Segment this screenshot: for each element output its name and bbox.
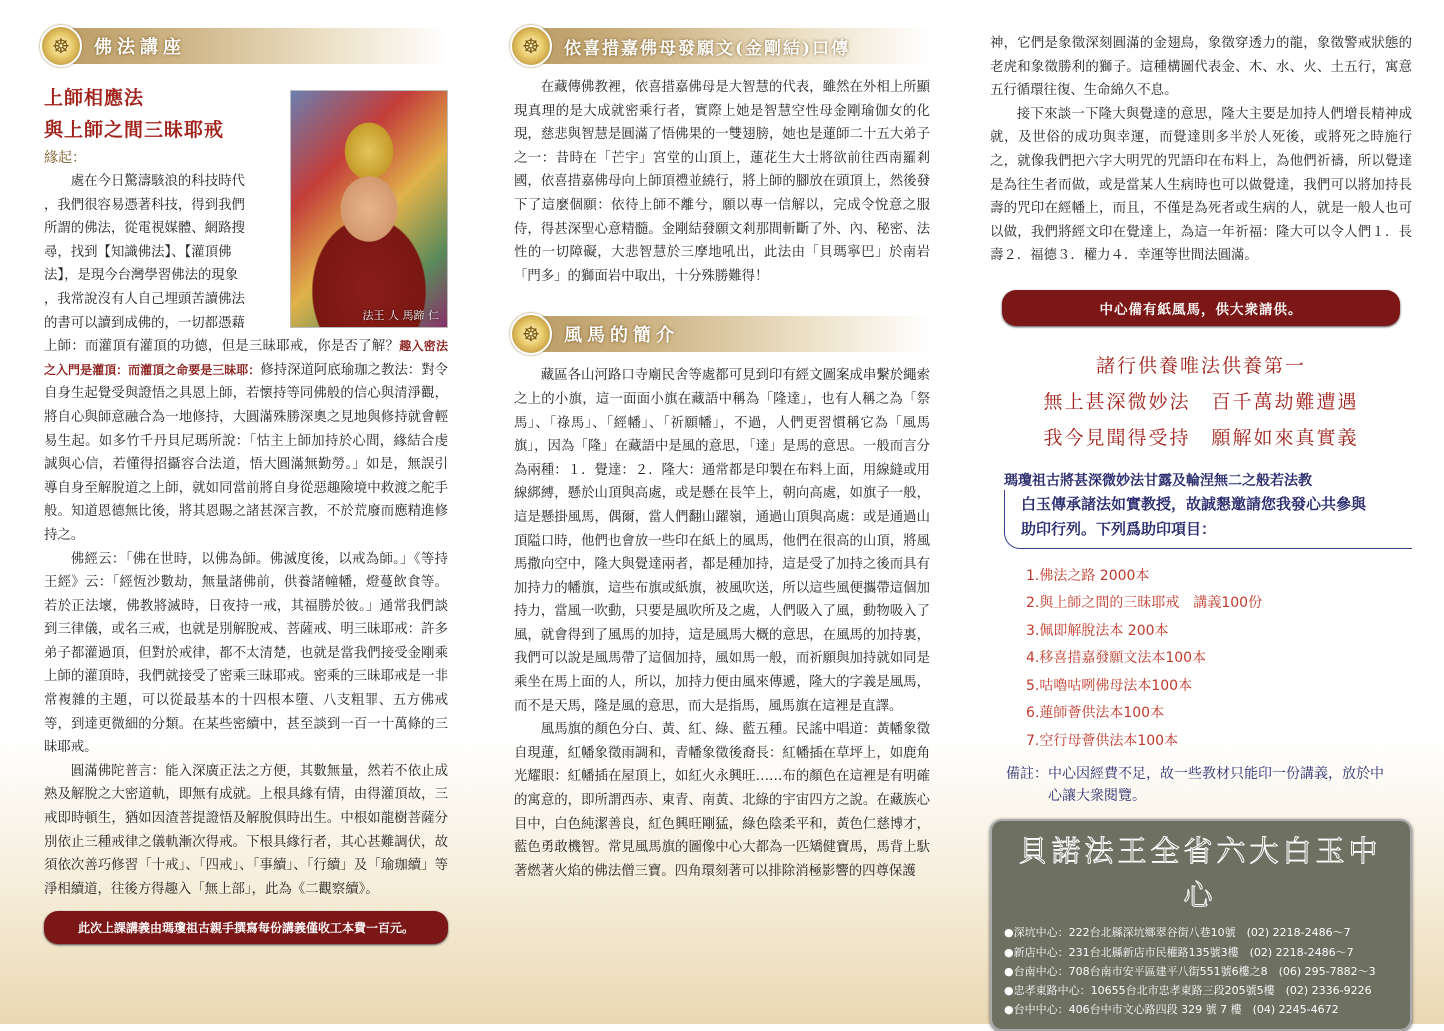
windhorse-text-continued <box>990 32 1412 268</box>
article-title-line2: 與上師之間三昧耶戒 <box>44 119 225 141</box>
center-address: ●台中中心：406台中市文心路四段 329 號 7 樓 (04) 2245-4672 <box>1004 1003 1339 1017</box>
section-title: 依喜措嘉佛母發願文(金剛結)口傳 <box>564 38 851 59</box>
paragraph: 佛經云：「佛在世時，以佛為師。佛滅度後，以戒為師。」《等持王經》云：「經恆沙數劫，無量諸佛前，供養諸幢幡，燈蔓飲食等。若於正法壞，佛教將滅時，日夜持一戒，其福勝於彼。」通常我們談到三律儀，或名三戒，也就是別解脫戒、菩薩戒、明三昧耶戒：許多弟子都灌過頂，但對於戒律，都不太清楚，也就是當我們接受金剛乘上師的灌頂時，我們就接受了密乘三昧耶戒。密乘的三昧耶戒是一非常複雜的主題，可以從最基本的十四根本墮、八支粗罪、五方佛戒等，到達更微細的分類。在某些密續中，甚至談到一百一十萬條的三昧耶戒。 <box>44 551 448 756</box>
text-line: ，我常說沒有人自己埋頭苦讀佛法 <box>44 291 245 307</box>
list-item: 7.空行母薈供法本100本 <box>1026 732 1179 749</box>
dharma-wheel-icon: ☸ <box>510 313 552 355</box>
text-line: ，我們很容易憑著科技，得到我們 <box>44 197 245 213</box>
dharma-verses <box>990 348 1412 456</box>
centers-info-box <box>990 819 1412 1031</box>
paragraph: 風馬旗的顏色分白、黃、紅、綠、藍五種。民謠中唱道：黃幡象徵自現蓮，紅幡象徵雨調和，青幡象徵後裔長：紅幡插在草坪上，如鹿角光耀眼：紅幡插在屋頂上，如紅火永興旺……布的顏色在這裡是有明確的寓意的，即所謂西赤、東青、南黃、北綠的宇宙四方之說。在藏族心目中，白色純潔善良，紅色興旺剛猛，綠色陰柔平和，黃色仁慈博才，藍色勇敢機智。常見風馬旗的圖像中心大都為一匹矯健寶馬，馬背上馱著燃著火焰的佛法僧三寶。四角環刻著可以排除消極影響的四尊保護 <box>514 722 930 879</box>
aspiration-text <box>514 76 930 288</box>
windhorse-text <box>514 364 930 883</box>
photo-caption: 法王 人 馬蹄 仁 <box>362 309 439 322</box>
paragraph: 接下來談一下隆大與覺達的意思，隆大主要是加持人們增長精神成就，及世俗的成功與幸運，而覺達則多半於人死後，或將死之時施行之，就像我們把六字大明咒的咒語印在布料上，為他們祈禱，所以覺達是為往生者而做，或是當某人生病時也可以做覺達，我們可以將加持長壽的咒印在經幡上，而且，不僅是為死者或生病的人，就是一般人也可以做，我們將經文印在覺達上，為這一年祈福：隆大可以令人們１．長壽２．福德３．權力４．幸運等世間法圓滿。 <box>990 106 1412 264</box>
list-item: 1.佛法之路 2000本 <box>1026 567 1150 584</box>
intro-narrow-text <box>44 170 282 335</box>
list-item: 5.咕嚕咕咧佛母法本100本 <box>1026 677 1193 694</box>
center-address: ●深坑中心：222台北縣深坑鄉翠谷街八巷10號 (02) 2218-2486～7 <box>1004 926 1351 940</box>
note-line: 備註：中心因經費不足，故一些教材只能印一份講義，放於中 <box>1006 766 1384 783</box>
center-address: ●台南中心：708台南市安平區建平八街551號6樓之8 (06) 295-7882～3 <box>1004 964 1376 978</box>
article-title-line1: 上師相應法 <box>44 87 145 109</box>
verse-line: 我今見聞得受持 願解如來真實義 <box>1043 426 1359 449</box>
text-line: 法】，是現今台灣學習佛法的現象 <box>44 268 239 284</box>
center-address: ●忠孝東路中心：10655台北市忠孝東路三段205號5樓 (02) 2336-9226 <box>1004 984 1372 998</box>
centers-title: 貝諾法王全省六大白玉中心 <box>1018 834 1382 913</box>
lecture-fee-banner: 此次上課講義由瑪瓊祖古親手撰寫每份講義僅收工本費一百元。 <box>44 911 448 944</box>
section-header-aspiration <box>514 28 930 64</box>
intro-text-continued <box>44 335 448 901</box>
right-column <box>990 28 1412 1031</box>
section-header-lecture <box>44 28 448 64</box>
section-header-windhorse <box>514 316 930 352</box>
text-line: 所謂的佛法，從電視媒體、網路搜 <box>44 221 245 237</box>
remark-note <box>1006 763 1412 807</box>
text-line: 的書可以讀到成佛的，一切都憑藉 <box>44 315 245 331</box>
text-span: 上師：而灌頂有灌頂的功德，但是三昧耶戒，你是否了解？ <box>44 339 400 355</box>
dharma-wheel-icon: ☸ <box>510 25 552 67</box>
invitation-heading: 瑪瓊祖古將甚深微妙法甘露及輪涅無二之般若法教 <box>1004 472 1312 489</box>
paragraph: 藏區各山河路口寺廟民舍等處都可見到印有經文圖案成串繫於繩索之上的小旗，這一面面小旗在藏語中稱為「隆達」，也有人稱之為「祭馬」、「祿馬」、「經幡」、「祈願幡」，不過，人們更習慣稱它為「風馬旗」，因為「隆」在藏語中是風的意思，「達」是馬的意思。一般而言分為兩種：１．覺達：２．隆大：通常都是印製在布料上面，用線縫或用線綁縛，懸於山頂與高處，或是懸在長竿上，朝向高處，如旗子一般，這是懸掛風馬，偶爾，當人們翻山躍嶺，通過山頂與高處：或是通過山頂隘口時，他們也會放一些印在紙上的風馬，他們在很高的山頂，將風馬撒向空中，隆大與覺達兩者，都是種加持，這是受了加持之後而具有加持力的幡旗，這些布旗或紙旗，被風吹送，所以這些風便攜帶這個加持力，當風一吹動，只要是風吹所及之處，人們吸入了風，動物吸入了風，就會得到了風馬的加持，這是風馬大概的意思，在風馬的加持裏，我們可以說是風馬帶了這個加持，風如馬一般，而祈願與加持就如同是乘坐在馬上面的人，所以，加持力便由風來傳遞，隆大的字義是風馬，而不是天馬，隆是風的意思，而大是指馬，風馬旗在這裡是直譯。 <box>514 368 930 714</box>
text-span: 修持深道阿底瑜珈之教法：對令自身生起覺受與證悟之具恩上師，若懷持等同佛般的信心與清淨觀，將自心與師意融合為一地修持，大圓滿殊勝深奧之見地與修持就會輕易生起。如多竹千丹貝尼瑪所說：「怙主上師加持於心間，緣結合虔誠與心信，若懂得招攝容合法道，悟大圓滿無勤勞。」如是，無誤引導自身至解脫道之上師，就如同當前將自身從惡趣險境中救渡之舵手般。知道恩德無比後，將其恩賜之諸甚深言教，不於荒廢而應精進修持之。 <box>44 362 448 543</box>
text-line: 尋，找到【知識佛法】、【灌頂佛 <box>44 244 232 260</box>
list-item: 2.與上師之間的三昧耶戒 講義100份 <box>1026 595 1263 612</box>
text-line: 處在今日驚濤駭浪的科技時代 <box>70 174 245 189</box>
center-address: ●新店中心：231台北縣新店市民權路135號3樓 (02) 2218-2486～7 <box>1004 945 1354 959</box>
invitation-line: 助印行列。下列爲助印項目： <box>1021 519 1217 538</box>
note-line: 心讓大衆閱覽。 <box>1048 788 1146 805</box>
section-title: 佛法講座 <box>94 37 186 58</box>
middle-column <box>514 28 930 883</box>
paragraph: 神，它們是象徵深刻圓滿的金翅鳥，象徵穿透力的龍，象徵警戒狀態的老虎和象徵勝利的獅子。這種構圖代表金、木、水、火、土五行，寓意五行循環往復、生命綿久不息。 <box>990 36 1412 99</box>
paragraph: 圓滿佛陀普言：能入深廣正法之方便，其數無量，然若不依止成熟及解脫之大密道軌，即無有成就。上根具緣有情，由得灌頂故，三戒即時頓生，猶如因渣菩提證悟及解脫俱時出生。中根如龍樹菩薩分別依止三種戒律之儀軌漸次得戒。下根具緣行者，其心甚難調伏，故須依次善巧修習「十戒」、「四戒」、「事續」、「行續」及「瑜珈續」等淨相續道，往後方得趣入「無上部」，此為《二觀察續》。 <box>44 763 448 897</box>
origin-label: 緣起： <box>44 150 86 166</box>
lama-portrait-photo <box>290 90 448 328</box>
verse-line: 無上甚深微妙法 百千萬劫難遭遇 <box>1043 390 1359 413</box>
left-column <box>44 28 448 944</box>
verse-line: 諸行供養唯法供養第一 <box>1095 354 1306 377</box>
paper-windhorse-banner: 中心備有紙風馬，供大衆請供。 <box>1002 290 1400 326</box>
sponsorship-invitation <box>990 470 1412 549</box>
dharma-wheel-icon: ☸ <box>40 25 82 67</box>
list-item: 4.移喜措嘉發願文法本100本 <box>1026 650 1207 667</box>
invitation-line: 白玉傳承諸法如實教授，故誠懇邀請您我發心共參與 <box>1021 494 1367 513</box>
red-emphasis-text: 趣入密法之入門是灌頂：而灌頂之命要是三昧耶： <box>44 339 448 377</box>
list-item: 3.佩即解脫法本 200本 <box>1026 622 1169 639</box>
list-item: 6.蓮師薈供法本100本 <box>1026 705 1165 722</box>
paragraph: 在藏傳佛教裡，依喜措嘉佛母是大智慧的代表，雖然在外相上所顯現真理的是大成就密乘行者，實際上她是智慧空性母金剛瑜伽女的化現，慈悲與智慧是圓滿了悟佛果的一雙翅膀，她也是蓮師二十五大弟子之一：昔時在「芒宇」宮堂的山頂上，蓮花生大士將欲前往西南羅剎國，依喜措嘉佛母向上師頂禮並繞行，將上師的腳放在頭頂上，然後發下了這麼個願：依待上師不離兮，願以專一信解以，完成令悅意之服侍，得甚深聖心意精髓。金剛結發願文剎那間斬斷了外、內、秘密、法性的一切障礙，大悲智慧於三摩地吼出，此法由「貝瑪寧巴」於南岩「門多」的獅面岩中取出，十分殊勝難得！ <box>514 80 930 284</box>
sponsorship-items-list <box>1026 563 1412 756</box>
invitation-body <box>1004 490 1412 549</box>
section-title: 風馬的簡介 <box>564 325 679 347</box>
